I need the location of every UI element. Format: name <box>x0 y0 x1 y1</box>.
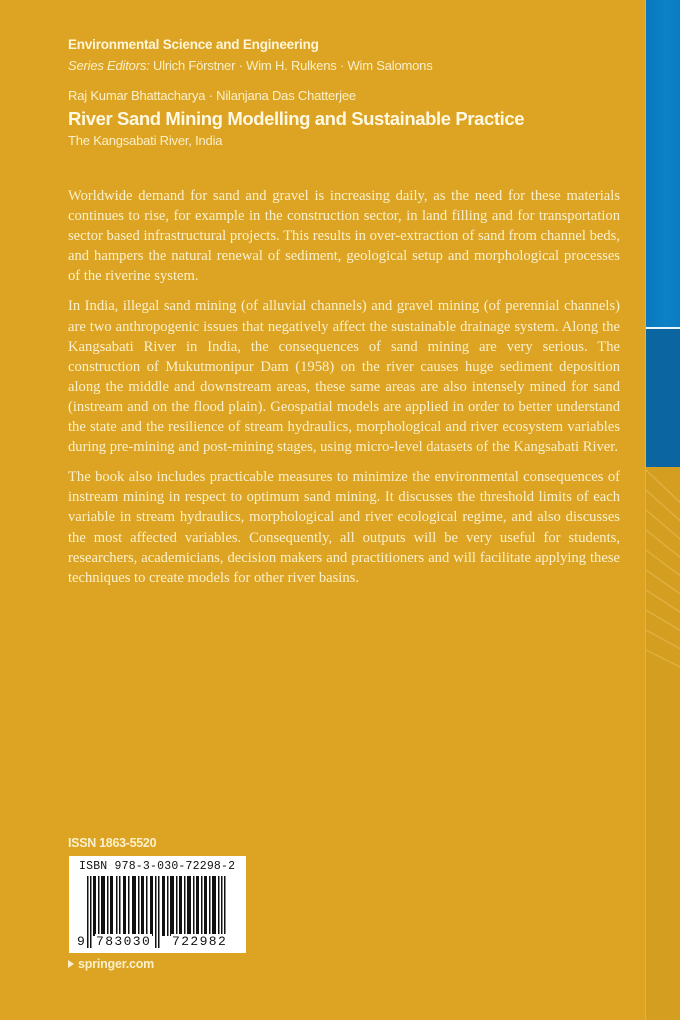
side-stripe-decorative-lines <box>646 468 680 688</box>
side-stripe-blue-light <box>646 0 680 327</box>
series-info <box>68 36 433 75</box>
arrow-right-icon <box>68 960 74 968</box>
series-editors-names: Ulrich Förstner · Wim H. Rulkens · Wim Salomons <box>152 58 433 73</box>
blurb-paragraph: The book also includes practicable measures to minimize the environmental consequences of instream mining in respect to optimum sand mining. It discusses the threshold limits of each variable in stream hydraulics, morphological and river ecological regime, and also discusses the most affected variables. Consequently, all outputs will be very useful for students, researchers, academicians, decision makers and practitioners and will facilitate applying these techniques to create models for other river basins. <box>68 469 620 586</box>
series-editors <box>68 57 433 75</box>
book-subtitle: The Kangsabati River, India <box>68 133 223 148</box>
barcode-digits-left: 783030 <box>96 934 152 949</box>
issn: ISSN 1863-5520 <box>68 836 157 850</box>
publisher-link[interactable] <box>68 957 154 971</box>
isbn-label: ISBN 978-3-030-72298-2 <box>79 860 236 873</box>
barcode-digit-first: 9 <box>77 934 85 949</box>
barcode-digits <box>69 934 246 951</box>
blurb-paragraph: Worldwide demand for sand and gravel is increasing daily, as the need for these materials continues to rise, for example in the construction sector, in land filling and for transportation sector based infrastructural projects. This results in over-extraction of sand from channel beds, and hampers the natural renewal of sediment, geological setup and morphological processes of the riverine system. <box>68 188 620 285</box>
side-stripe-blue-dark <box>646 329 680 467</box>
book-title: River Sand Mining Modelling and Sustainable Practice <box>68 108 525 129</box>
blurb <box>68 186 620 598</box>
blurb-paragraph: In India, illegal sand mining (of alluvial channels) and gravel mining (of perennial channels) are two anthropogenic issues that negatively affect the sustainable drainage system. Along the Kangsabati River in India, the consequences of sand mining are very serious. The construction of Mukutmonipur Dam (1958) on the river causes huge sediment deposition along the middle and downstream areas, these same areas are also intensely mined for sand (instream and on the flood plain). Geospatial models are applied in order to better understand the state and the resilience of stream hydraulics, morphological and river ecosystem variables during pre-mining and post-mining stages, using micro-level datasets of the Kangsabati River. <box>68 298 620 456</box>
publisher-link-text[interactable]: springer.com <box>78 957 155 971</box>
series-title: Environmental Science and Engineering <box>68 37 319 52</box>
spine-side-stripe <box>645 0 680 1020</box>
isbn-barcode <box>69 856 246 953</box>
book-info <box>68 87 524 150</box>
barcode-digits-right: 722982 <box>172 934 228 949</box>
series-editors-label: Series Editors: <box>68 58 150 73</box>
book-authors: Raj Kumar Bhattacharya · Nilanjana Das Chatterjee <box>68 88 356 103</box>
